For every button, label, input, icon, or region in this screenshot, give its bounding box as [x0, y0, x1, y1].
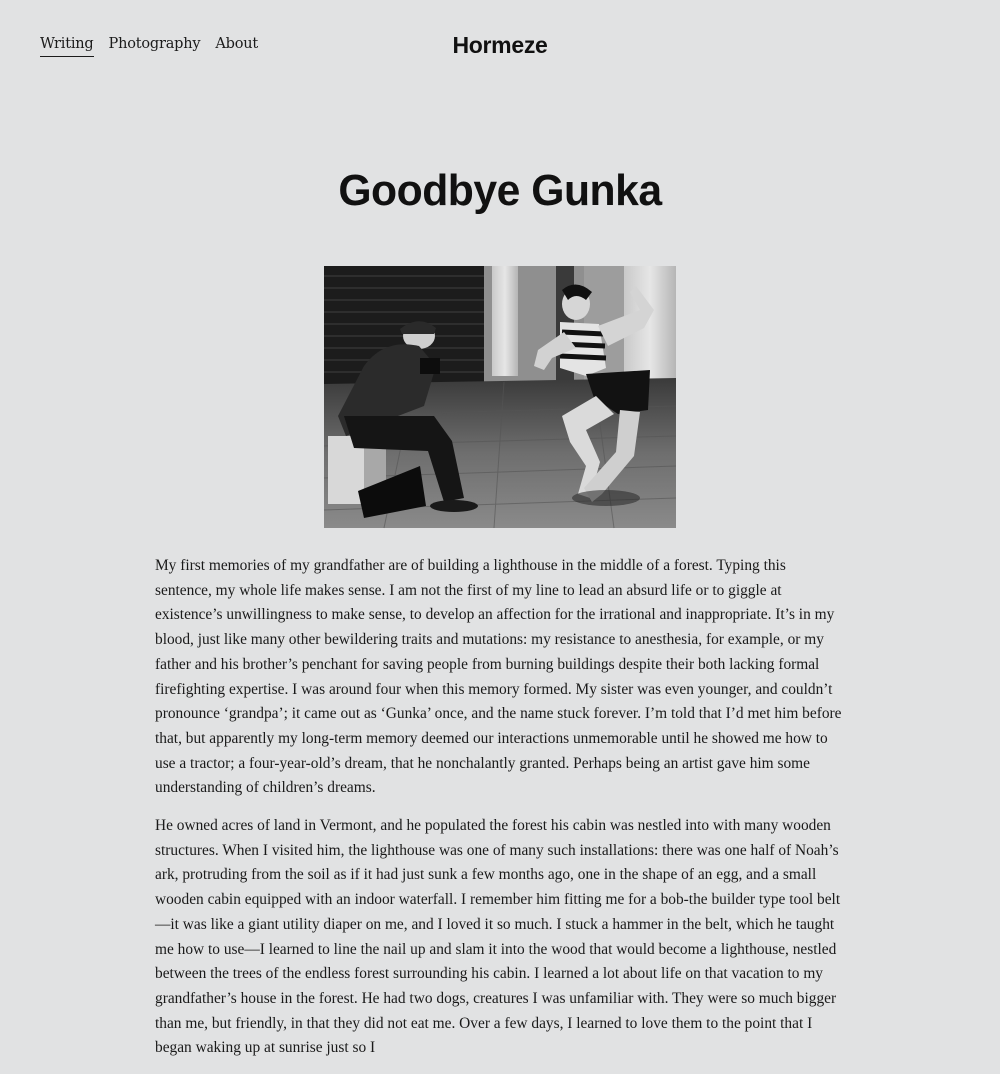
post-paragraph: He owned acres of land in Vermont, and he populated the forest his cabin was nestled into with many wooden structures. When I visited him, the lighthouse was one of many such installations: there was one half of Noah’s ark, protruding from the soil as if it had just sunk a few months ago, one in the shape of an egg, and a small wooden cabin equipped with an indoor waterfall. I remember him fitting me for a bob-the builder type tool belt—it was like a giant utility diaper on me, and I loved it so much. I stuck a hammer in the belt, which he taught me how to use—I learned to line the nail up and slam it into the wood that would become a lighthouse, nestled between the trees of the endless forest surrounding his cabin. I learned a lot about life on that vacation to my grandfather’s house in the forest. He had two dogs, creatures I was unfamiliar with. They were so much bigger than me, but friendly, in that they did not eat me. Over a few days, I learned to love them to the point that I began waking up at sunrise just so I [155, 817, 841, 1057]
post-body [155, 554, 845, 1074]
post-photo [324, 266, 676, 528]
nav-link-photography[interactable]: Photography [108, 36, 201, 52]
nav-link-about[interactable]: About [215, 36, 259, 52]
post-title: Goodbye Gunka [338, 166, 662, 215]
site-title[interactable]: Hormeze [452, 32, 548, 58]
post-paragraph: My first memories of my grandfather are of building a lighthouse in the middle of a forest. Typing this sentence, my whole life makes sense. I am not the first of my line to lead an absurd life or to giggle at existence’s unwillingness to make sense, to develop an affection for the irrational and inappropriate. It’s in my blood, just like many other bewildering traits and mutations: my resistance to anesthesia, for example, or my father and his brother’s penchant for saving people from burning buildings despite their both lacking formal firefighting expertise. I was around four when this memory formed. My sister was even younger, and couldn’t pronounce ‘grandpa’; it came out as ‘Gunka’ once, and the name stuck forever. I’m told that I’d met him before that, but apparently my long-term memory deemed our interactions unmemorable until he showed me how to use a tractor; a four-year-old’s dream, that he nonchalantly granted. Perhaps being an artist gave him some understanding of children’s dreams. [155, 557, 842, 797]
photo-illustration [324, 266, 676, 528]
nav-link-writing[interactable]: Writing [40, 36, 94, 57]
